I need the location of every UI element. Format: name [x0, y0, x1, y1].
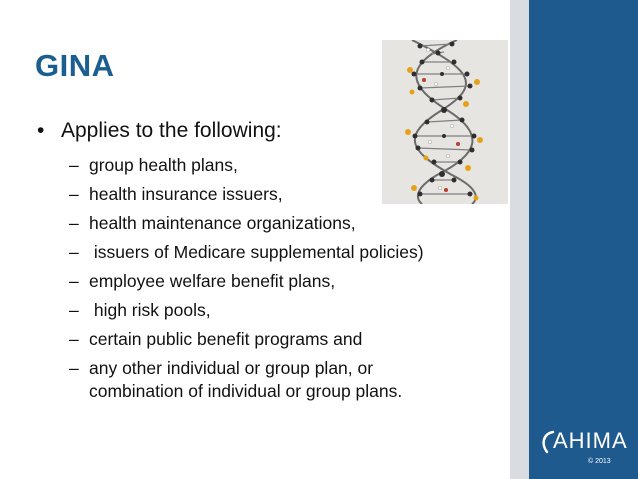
list-item-text: health insurance issuers,: [89, 184, 283, 204]
dash: –: [69, 213, 79, 233]
list-item-text: group health plans,: [89, 155, 238, 175]
list-item: [69, 180, 424, 209]
list-item-text-continued: combination of individual or group plans.: [89, 381, 403, 401]
dash: –: [69, 271, 79, 291]
copyright-text: © 2013: [588, 458, 611, 465]
sub-bullet-list: [69, 151, 424, 403]
slide-title: GINA: [35, 48, 115, 83]
dash: –: [69, 184, 79, 204]
dash: –: [69, 242, 79, 262]
dash: –: [69, 329, 79, 349]
dash: –: [69, 300, 79, 320]
list-item-text: employee welfare benefit plans,: [89, 271, 336, 291]
dash: –: [69, 358, 79, 378]
dash: –: [69, 155, 79, 175]
list-item: [69, 151, 424, 180]
ahima-logo: [539, 428, 629, 456]
list-item-text: any other individual or group plan, or: [89, 358, 374, 378]
list-item: [69, 325, 424, 354]
list-item-text: health maintenance organizations,: [89, 213, 356, 233]
list-item-text: high risk pools,: [89, 300, 211, 320]
side-strip-light: [510, 0, 529, 479]
bullet-dot: •: [37, 119, 45, 142]
side-bar-blue: [529, 0, 638, 479]
list-item: [69, 209, 424, 238]
list-item-text: issuers of Medicare supplemental policies): [89, 242, 424, 262]
list-item: [69, 267, 424, 296]
list-item-text: certain public benefit programs and: [89, 329, 363, 349]
bullet-text: Applies to the following:: [61, 119, 282, 142]
bullet-applies: [37, 119, 282, 143]
list-item: [69, 357, 424, 403]
list-item: [69, 238, 424, 267]
list-item: [69, 296, 424, 325]
logo-text: AHIMA: [553, 428, 628, 453]
